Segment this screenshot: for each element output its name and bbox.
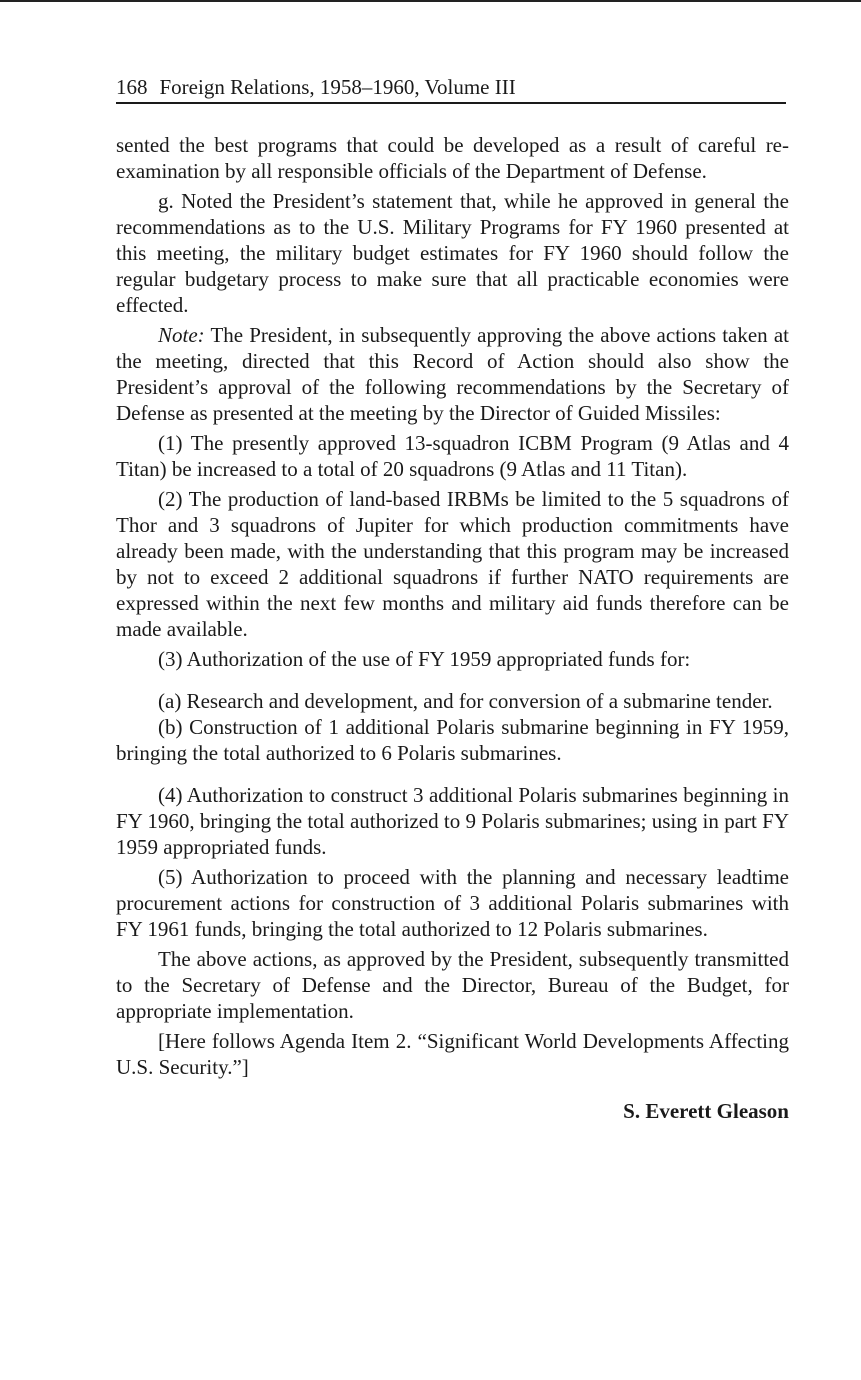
- paragraph-transmittal: The above actions, as approved by the President, subsequently transmitted to the Secretary of Defense and the Director, Bureau of the Budget, for appropriate implementation.: [116, 947, 789, 1023]
- paragraph-sub-a: (a) Research and development, and for conversion of a submarine tender.: [158, 689, 773, 713]
- note-text: The President, in subsequently approving the above actions taken at the meeting, directed that this Record of Action should also show the President’s approval of the following recommendations by the Secretary of Defense as presented at the meeting by the Director of Guided Missiles:: [116, 323, 789, 425]
- signature: S. Everett Gleason: [623, 1099, 789, 1123]
- paragraph-recommendation-3: (3) Authorization of the use of FY 1959 appropriated funds for:: [158, 647, 691, 671]
- top-border-rule: [0, 0, 861, 2]
- paragraph-item-g: g. Noted the President’s statement that, while he approved in general the recommendations as to the U.S. Military Programs for FY 1960 presented at this meeting, the military budget estimates for FY 1960 should follow the regular budgetary process to make sure that all practicable economies were effected.: [116, 189, 789, 317]
- paragraph-sub-b: (b) Construction of 1 additional Polaris submarine beginning in FY 1959, bringing the total authorized to 6 Polaris submarines.: [116, 715, 789, 765]
- running-header: [116, 74, 786, 104]
- paragraph-recommendation-4: (4) Authorization to construct 3 additional Polaris submarines beginning in FY 1960, bringing the total authorized to 9 Polaris submarines; using in part FY 1959 appropriated funds.: [116, 783, 789, 859]
- paragraph-note: [116, 322, 789, 426]
- paragraph-recommendation-2: (2) The production of land-based IRBMs be limited to the 5 squadrons of Thor and 3 squadrons of Jupiter for which production commitments have already been made, with the understanding that this program may be increased by not to exceed 2 additional squadrons if further NATO requirements are expressed within the next few months and military aid funds therefore can be made available.: [116, 487, 789, 641]
- paragraph-recommendation-1: (1) The presently approved 13-squadron ICBM Program (9 Atlas and 4 Titan) be increased to a total of 20 squadrons (9 Atlas and 11 Titan).: [116, 431, 789, 481]
- body-text: [116, 132, 789, 1080]
- paragraph-recommendation-5: (5) Authorization to proceed with the planning and necessary leadtime procurement actions for construction of 3 additional Polaris submarines with FY 1961 funds, bringing the total authorized to 12 Polaris submarines.: [116, 865, 789, 941]
- note-label: Note:: [158, 323, 205, 347]
- paragraph-editorial-note: [Here follows Agenda Item 2. “Significant World Developments Affecting U.S. Security.”]: [116, 1029, 789, 1079]
- paragraph-continuation: sented the best programs that could be developed as a result of careful re-examination by all responsible officials of the Department of Defense.: [116, 133, 789, 183]
- page-number: 168: [116, 75, 148, 99]
- running-title: Foreign Relations, 1958–1960, Volume III: [159, 75, 516, 99]
- document-page: [116, 74, 789, 1124]
